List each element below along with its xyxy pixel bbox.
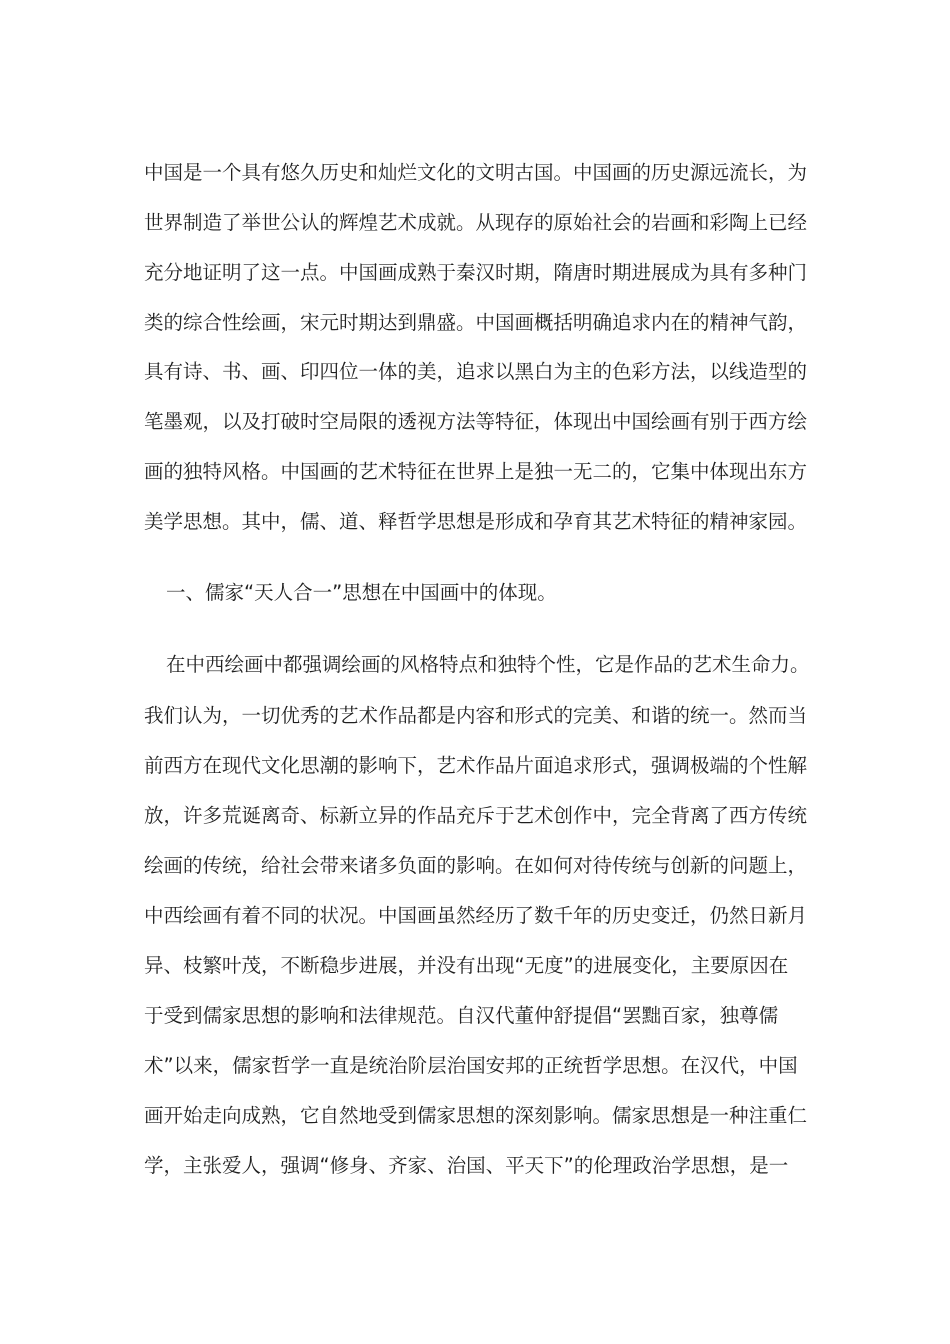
paragraph-1-line-7: 画的独特风格。中国画的艺术特征在世界上是独一无二的，它集中体现出东方	[144, 460, 808, 483]
paragraph-2-line-3: 前西方在现代文化思潮的影响下，艺术作品片面追求形式，强调极端的个性解	[144, 754, 808, 777]
paragraph-2-line-1: 在中西绘画中都强调绘画的风格特点和独特个性，它是作品的艺术生命力。	[166, 653, 810, 676]
paragraph-2-line-10: 画开始走向成熟，它自然地受到儒家思想的深刻影响。儒家思想是一种注重仁	[144, 1104, 808, 1127]
paragraph-1-line-1: 中国是一个具有悠久历史和灿烂文化的文明古国。中国画的历史源远流长，为	[144, 161, 808, 184]
paragraph-2-line-11: 学，主张爱人，强调“修身、齐家、治国、平天下”的伦理政治学思想，是一	[144, 1154, 789, 1177]
paragraph-2-line-2: 我们认为，一切优秀的艺术作品都是内容和形式的完美、和谐的统一。然而当	[144, 704, 808, 727]
paragraph-2-line-4: 放，许多荒诞离奇、标新立异的作品充斥于艺术创作中，完全背离了西方传统	[144, 804, 808, 827]
paragraph-2-line-7: 异、枝繁叶茂，不断稳步进展，并没有出现“无度”的进展变化，主要原因在	[144, 954, 789, 977]
paragraph-1-line-2: 世界制造了举世公认的辉煌艺术成就。从现存的原始社会的岩画和彩陶上已经	[144, 211, 808, 234]
paragraph-1-line-3: 充分地证明了这一点。中国画成熟于秦汉时期，隋唐时期进展成为具有多种门	[144, 261, 808, 284]
paragraph-2-line-5: 绘画的传统，给社会带来诸多负面的影响。在如何对待传统与创新的问题上，	[144, 854, 808, 877]
paragraph-1-line-8: 美学思想。其中，儒、道、释哲学思想是形成和孕育其艺术特征的精神家园。	[144, 510, 808, 533]
section-heading: 一、儒家“天人合一”思想在中国画中的体现。	[166, 581, 557, 604]
paragraph-2-line-8: 于受到儒家思想的影响和法律规范。自汉代董仲舒提倡“罢黜百家，独尊儒	[144, 1004, 779, 1027]
paragraph-2-line-9: 术”以来，儒家哲学一直是统治阶层治国安邦的正统哲学思想。在汉代，中国	[144, 1054, 798, 1077]
paragraph-1-line-6: 笔墨观，以及打破时空局限的透视方法等特征，体现出中国绘画有别于西方绘	[144, 410, 808, 433]
paragraph-1-line-4: 类的综合性绘画，宋元时期达到鼎盛。中国画概括明确追求内在的精神气韵，	[144, 311, 808, 334]
paragraph-2-line-6: 中西绘画有着不同的状况。中国画虽然经历了数千年的历史变迁，仍然日新月	[144, 904, 808, 927]
paragraph-1-line-5: 具有诗、书、画、印四位一体的美，追求以黑白为主的色彩方法，以线造型的	[144, 360, 808, 383]
